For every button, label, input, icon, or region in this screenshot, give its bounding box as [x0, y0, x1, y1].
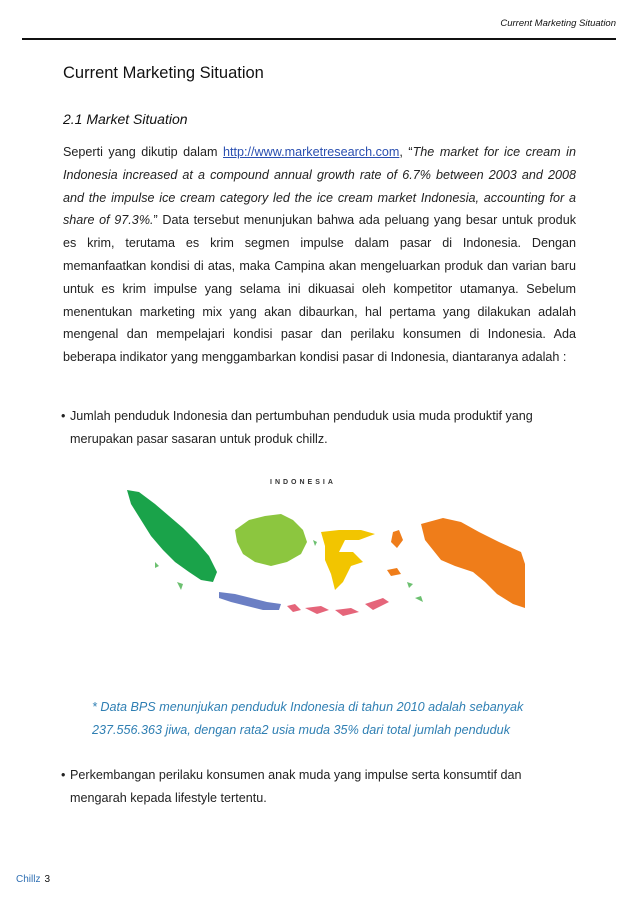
bullet-text-line2: merupakan pasar sasaran untuk produk chillz. — [70, 431, 328, 446]
para-quote: The market for ice cream in Indonesia increased at a compound annual growth rate of 6.7% between 2003 and 2008 and the impulse ice cream category led the ice cream market Indonesia, accounting for a share of 97.3%. — [63, 145, 576, 228]
bullet-text-line1: Jumlah penduduk Indonesia dan pertumbuhan penduduk usia muda produktif yang — [70, 409, 533, 423]
para-after-link: , “ — [399, 145, 413, 159]
bullet-dot: • — [61, 409, 66, 423]
page-title: Current Marketing Situation — [63, 64, 264, 82]
section-subtitle: 2.1 Market Situation — [63, 111, 188, 127]
header-rule — [22, 38, 616, 40]
map-papua — [421, 518, 525, 608]
map-maluku — [387, 530, 403, 576]
page-footer — [16, 874, 50, 885]
map-kalimantan — [235, 514, 307, 566]
indonesia-map — [125, 470, 533, 650]
para-rest: ” Data tersebut menunjukan bahwa ada peluang yang besar untuk produk es krim, terutama es krim segmen impulse dalam pasar di Indonesia. Dengan memanfaatkan kondisi di atas, maka Campina akan mengeluarkan produk dan varian baru untuk es krim impulse yang selama ini dikuasai oleh kompetitor utamanya. Sebelum menentukan marketing mix yang akan dibaurkan, hal pertama yang dilakukan adalah mengenal dan mempelajari kondisi pasar dan perilaku konsumen di Indonesia. Ada beberapa indikator yang menggambarkan kondisi pasar di Indonesia, diantaranya adalah : — [63, 213, 576, 365]
bullet-dot: • — [61, 768, 66, 782]
bullet-text-line2: mengarah kepada lifestyle tertentu. — [70, 790, 267, 805]
map-sumatra — [127, 490, 217, 582]
source-link[interactable]: http://www.marketresearch.com — [223, 145, 400, 159]
page-number: 3 — [44, 874, 51, 885]
bullet-item — [61, 405, 578, 451]
map-java — [219, 592, 281, 610]
map-nusa — [287, 598, 389, 616]
map-sulawesi — [321, 530, 375, 590]
data-note — [92, 696, 562, 741]
para-intro: Seperti yang dikutip dalam — [63, 145, 223, 159]
note-line2: 237.556.363 jiwa, dengan rata2 usia muda 35% dari total jumlah penduduk — [92, 722, 510, 737]
footer-brand: Chillz — [16, 874, 41, 885]
bullet-item — [61, 764, 578, 810]
body-paragraph — [63, 141, 576, 369]
bullet-text-line1: Perkembangan perilaku konsumen anak muda yang impulse serta konsumtif dan — [70, 768, 522, 782]
map-title: INDONESIA — [270, 479, 336, 486]
note-line1: * Data BPS menunjukan penduduk Indonesia di tahun 2010 adalah sebanyak — [92, 700, 524, 714]
running-header: Current Marketing Situation — [500, 18, 616, 29]
